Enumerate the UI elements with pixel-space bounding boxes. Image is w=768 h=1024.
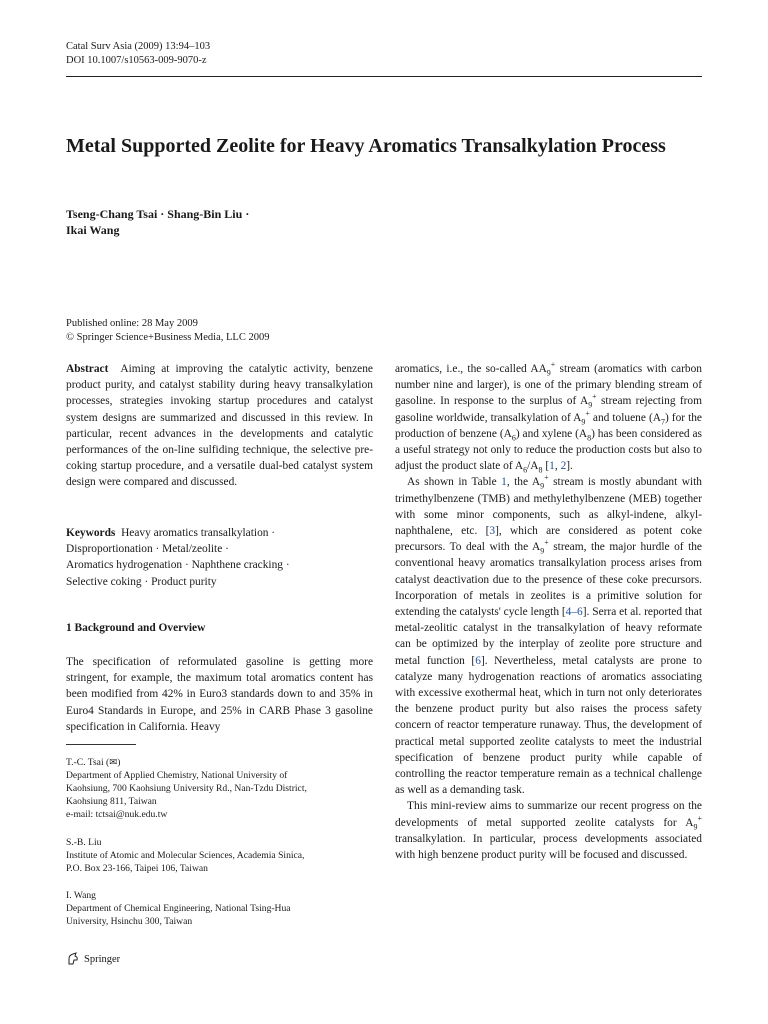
header-rule [66, 76, 702, 77]
publisher-footer [66, 952, 120, 966]
citation-link[interactable]: 3 [489, 525, 496, 538]
journal-line: Catal Surv Asia (2009) 13:94–103 [66, 41, 211, 52]
section-heading: 1 Background and Overview [66, 622, 206, 634]
paragraph-3: This mini-review aims to summarize our recent progress on the developments of metal supported zeolite catalysts for $A_9^+$ transalkylation. In particular, process developments associated with high benzene product purity will be focused and discussed. [395, 800, 702, 862]
section-paragraph: The specification of reformulated gasoline is getting more stringent, for example, the maximum total aromatics content has been modified from 42% in Euro3 standards down to and 35% in Euro4 Standards in Europe, and 25% in CARB Phase 3 gasoline specification in California. Heavy [66, 656, 373, 733]
keywords-line-1: Heavy aromatics transalkylation · [121, 527, 276, 539]
springer-horse-icon [66, 952, 80, 966]
authors-line-2: Ikai Wang [66, 223, 120, 237]
keywords-line-4: Selective coking · Product purity [66, 575, 217, 588]
publisher-name: Springer [84, 953, 121, 965]
keywords-line-2: Disproportionation · Metal/zeolite · [66, 543, 229, 556]
abstract-text: Aiming at improving the catalytic activity, benzene product purity, and catalyst stability during heavy transalkylation processes, strategies invoking startup procedures and catalyst system designs are summarized and discussed in this review. In particular, recent advances in the developments and catalytic performances of the on-line sulfiding technique, the selective pre-coking startup procedure, and a versatile dual-bed catalyst system design were compared and discussed. [66, 363, 373, 489]
paragraph-1: aromatics, i.e., the so-called $AA_9^+$ stream (aromatics with carbon number nine and larger), is one of the primary blending stream of gasoline. In response to the surplus of $A_9^+$ stream rejecting from gasoline worldwide, transalkylation of $A_9^+$ and toluene $(A_7)$ for the production of benzene $(A_6)$ and xylene $(A_8)$ has been considered as a useful strategy not only to reduce the production costs but also to adjust the product slate of $A_6/A_8$ [1, 2]. [395, 360, 702, 475]
publication-info [66, 317, 269, 345]
table-link[interactable]: 1 [501, 476, 507, 489]
affiliation-1-line: Department of Applied Chemistry, National University of [66, 770, 288, 781]
footnote-rule [66, 744, 136, 745]
citation-link[interactable]: 6 [475, 654, 481, 667]
affiliation-2 [66, 836, 376, 875]
affiliation-1-line: Kaohsiung 811, Taiwan [66, 796, 157, 807]
affiliation-2-line: Institute of Atomic and Molecular Sciences, Academia Sinica, [66, 850, 305, 861]
affiliation-1-email[interactable]: e-mail: tctsai@nuk.edu.tw [66, 809, 168, 820]
published-date: Published online: 28 May 2009 [66, 318, 198, 329]
affiliation-1-name: T.-C. Tsai (✉) [66, 757, 121, 768]
authors-line-1: Tseng-Chang Tsai · Shang-Bin Liu · [66, 207, 250, 221]
copyright-line: © Springer Science+Business Media, LLC 2009 [66, 332, 270, 343]
journal-citation [66, 40, 210, 68]
keywords-heading: Keywords [66, 527, 116, 539]
section-body [66, 654, 373, 735]
author-list [66, 206, 249, 238]
doi-line: DOI 10.1007/s10563-009-9070-z [66, 55, 207, 66]
abstract [66, 361, 373, 491]
article-title: Metal Supported Zeolite for Heavy Aromatics Transalkylation Process [66, 135, 666, 157]
affiliation-3-line: Department of Chemical Engineering, National Tsing-Hua [66, 903, 291, 914]
affiliation-3-line: University, Hsinchu 300, Taiwan [66, 916, 193, 927]
affiliation-2-line: P.O. Box 23-166, Taipei 106, Taiwan [66, 863, 208, 874]
keywords-line-3: Aromatics hydrogenation · Naphthene cracking · [66, 559, 290, 572]
citation-link[interactable]: 2 [560, 460, 567, 473]
affiliation-3-name: I. Wang [66, 890, 96, 901]
affiliation-2-name: S.-B. Liu [66, 837, 102, 848]
abstract-heading: Abstract [66, 363, 109, 375]
affiliation-3 [66, 889, 376, 928]
citation-link[interactable]: 4–6 [565, 606, 583, 619]
affiliation-1-line: Kaohsiung, 700 Kaohsiung University Rd., Nan-Tzdu District, [66, 783, 307, 794]
right-column [395, 361, 702, 863]
affiliation-1 [66, 756, 376, 821]
citation-link[interactable]: 1 [549, 460, 555, 473]
keywords [66, 525, 373, 590]
paragraph-2: As shown in Table 1, the $A_9^+$ stream is mostly abundant with trimethylbenzene (TMB) and methylethylbenzene (MEB) together with some minor components, such as alkyl-indene, alkyl-naphthalene, etc. [3], which are considered as potent coke precursors. To deal with the $A_9^+$ stream, the major hurdle of the conventional heavy aromatics transalkylation process arises from catalyst deactivation due to the presence of these coke precursors. Incorporation of metals in zeolites is a primitive solution for extending the catalysts' cycle length [4–6]. Serra et al. reported that metal-zeolitic catalyst in the transalkylation of heavy reformate can be optimized by the interplay of zeolite pore structure and metal function [6]. Nevertheless, metal catalysts are prone to catalyze many hydrogenation reactions of aromatics associating with excessive exothermal heat, which in turn not only deteriorates the benzene product purity but also raises the process safety concern of reactor temperature runaway. Thus, the development of practical metal supported zeolite catalysts to meet the industrial specification of benzene product purity while capable of controlling the reactor temperature remain as a technical challenge as well as a demanding task. [395, 473, 703, 797]
